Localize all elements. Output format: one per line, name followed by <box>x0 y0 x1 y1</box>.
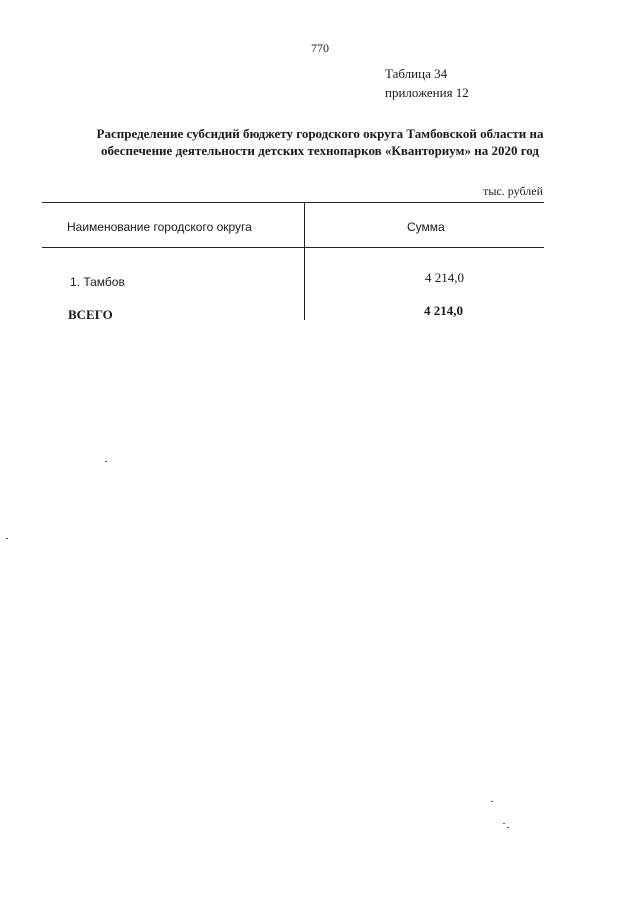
table-top-border <box>42 202 544 203</box>
scan-speck <box>105 461 107 462</box>
units-label: тыс. рублей <box>483 184 543 198</box>
title-line-1: Распределение субсидий бюджету городского округа Тамбовской области на <box>96 126 544 141</box>
total-label: ВСЕГО <box>68 307 113 322</box>
scan-speck <box>6 538 8 539</box>
document-title <box>30 125 610 159</box>
scan-speck <box>507 827 509 828</box>
header-bottom-border <box>42 247 544 248</box>
appendix-reference: приложения 12 <box>385 85 469 100</box>
row-sum: 4 214,0 <box>425 270 464 285</box>
table-caption <box>385 64 469 102</box>
total-sum: 4 214,0 <box>424 303 463 318</box>
table-number: Таблица 34 <box>385 66 448 81</box>
header-sum: Сумма <box>407 220 445 234</box>
title-line-2: обеспечение деятельности детских технопарков «Кванториум» на 2020 год <box>101 143 539 158</box>
row-name: 1. Тамбов <box>70 275 125 289</box>
page-number: 770 <box>311 41 329 55</box>
scan-speck <box>491 801 493 802</box>
scan-speck <box>503 823 505 824</box>
header-name: Наименование городского округа <box>67 220 252 234</box>
column-divider <box>304 202 305 320</box>
